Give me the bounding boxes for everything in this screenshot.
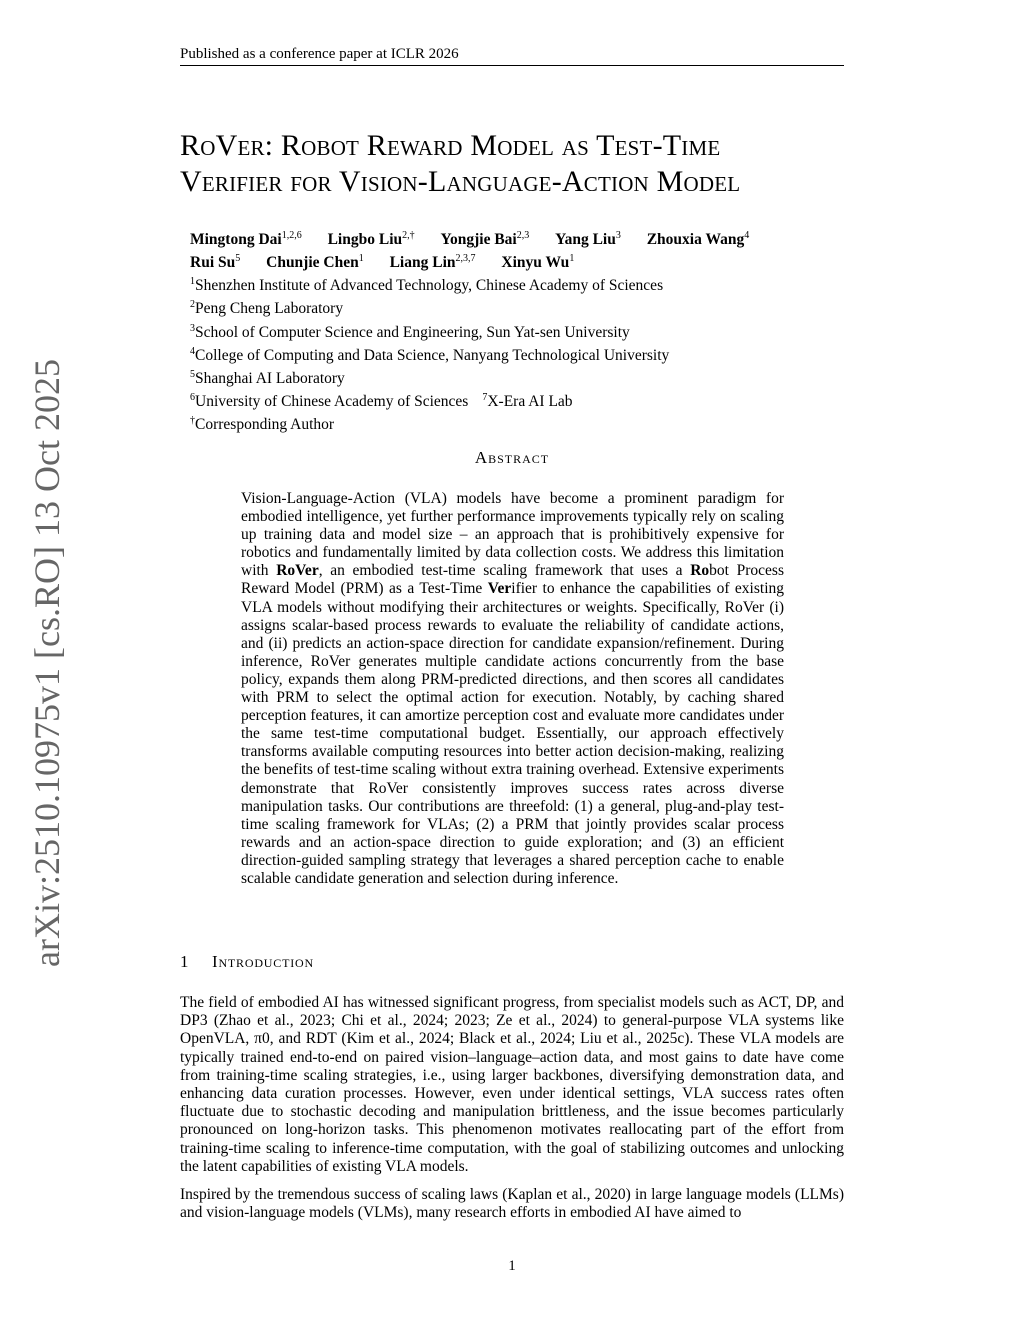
running-header: Published as a conference paper at ICLR 2026	[180, 46, 459, 62]
affiliation: $^2$Peng Cheng Laboratory	[190, 299, 344, 318]
author-name: Liang Lin$^{2,3,7}$	[389, 253, 476, 272]
author-row-2	[190, 249, 840, 272]
affiliation: $^4$College of Computing and Data Science, Nanyang Technological University	[190, 345, 670, 364]
affiliation-corresponding: †Corresponding Author	[190, 415, 335, 434]
author-block	[190, 226, 840, 434]
author-name: Yongjie Bai$^{2,3}$	[440, 230, 530, 249]
author-name: Chunjie Chen$^1$	[266, 253, 364, 272]
author-name: Lingbo Liu$^{2,\dagger}$	[327, 230, 415, 249]
introduction-body	[180, 994, 844, 1232]
author-name: Xinyu Wu$^1$	[501, 253, 575, 272]
author-name: Zhouxia Wang$^4$	[646, 230, 750, 249]
author-name: Rui Su$^5$	[190, 253, 241, 272]
affiliation: $^3$School of Computer Science and Engineering, Sun Yat-sen University	[190, 322, 630, 341]
section-heading-introduction	[180, 952, 314, 972]
section-title: Introduction	[212, 952, 314, 971]
abstract-heading: Abstract	[474, 448, 550, 467]
author-name: Mingtong Dai$^{1,2,6}$	[190, 230, 302, 249]
author-row-1	[190, 226, 840, 249]
title-line-2: Verifier for Vision-Language-Action Model	[180, 165, 741, 198]
affiliation: $^1$Shenzhen Institute of Advanced Technology, Chinese Academy of Sciences	[190, 276, 664, 295]
title-line-1: RoVer: Robot Reward Model as Test-Time	[180, 129, 721, 162]
section-number: 1	[180, 952, 190, 971]
page-number: 1	[508, 1258, 516, 1274]
rover-name: RoVer	[276, 562, 319, 580]
paper-title	[180, 128, 880, 200]
affiliation: $^6$University of Chinese Academy of Sciences $^7$X-Era AI Lab	[190, 392, 573, 411]
affiliation: $^5$Shanghai AI Laboratory	[190, 368, 345, 388]
abstract-body: Vision-Language-Action (VLA) models have become a prominent paradigm for embodied intelligence, yet further performance improvements typically rely on scaling up training data and model size – an approach that is prohibitively expensive for robotics and fundamentally limited by data collection costs. We address this limitation with RoVer, an embodied test-time scaling framework that uses a Robot Process Reward Model (PRM) as a Test-Time Verifier to enhance the capabilities of existing VLA models without modifying their architectures or weights. Specifically, RoVer (i) assigns scalar-based process rewards to evaluate the reliability of candidate actions, and (ii) predicts an action-space direction for candidate expansion/refinement. During inference, RoVer generates multiple candidate actions concurrently from the base policy, expands them along PRM-predicted directions, and then scores all candidates with PRM to select the optimal action for execution. Notably, by caching shared perception features, it can amortize perception cost and evaluate more candidates under the same test-time computational budget. Essentially, our approach effectively transforms available computing resources into better action decision-making, realizing the benefits of test-time scaling without extra training overhead. Extensive experiments demonstrate that RoVer consistently improves success rates across diverse manipulation tasks. Our contributions are threefold: (1) a general, plug-and-play test-time scaling framework for VLAs; (2) a PRM that jointly provides scalar process rewards and an action-space direction to guide exploration; and (3) an efficient direction-guided sampling strategy that leverages a shared perception cache to enable scalable candidate generation and selection during inference.	[241, 490, 784, 887]
paragraph: Inspired by the tremendous success of scaling laws (Kaplan et al., 2020) in large language models (LLMs) and vision-language models (VLMs), many research efforts in embodied AI have aimed to	[180, 1186, 844, 1222]
header-rule	[180, 65, 844, 66]
paragraph: The field of embodied AI has witnessed significant progress, from specialist models such as ACT, DP, and DP3 (Zhao et al., 2023; Chi et al., 2024; 2023; Ze et al., 2024) to general-purpose VLA systems like OpenVLA, π0, and RDT (Kim et al., 2024; Black et al., 2024; Liu et al., 2025c). These VLA models are typically trained end-to-end on paired vision–language–action data, and most gains to date have come from training-time scaling strategies, i.e., using larger backbones, diversifying demonstration data, and enhancing data curation processes. However, even under identical settings, VLA success rates often fluctuate due to stochastic decoding and manipulation brittleness, and the issue becomes particularly pronounced on long-horizon tasks. This phenomenon motivates reallocating part of the effort from training-time scaling to inference-time computation, with the goal of stabilizing outcomes and unlocking the latent capabilities of existing VLA models.	[180, 994, 844, 1175]
arxiv-stamp-text: arXiv:2510.10975v1 [cs.RO] 13 Oct 2025	[27, 359, 67, 967]
author-name: Yang Liu$^3$	[555, 230, 621, 249]
